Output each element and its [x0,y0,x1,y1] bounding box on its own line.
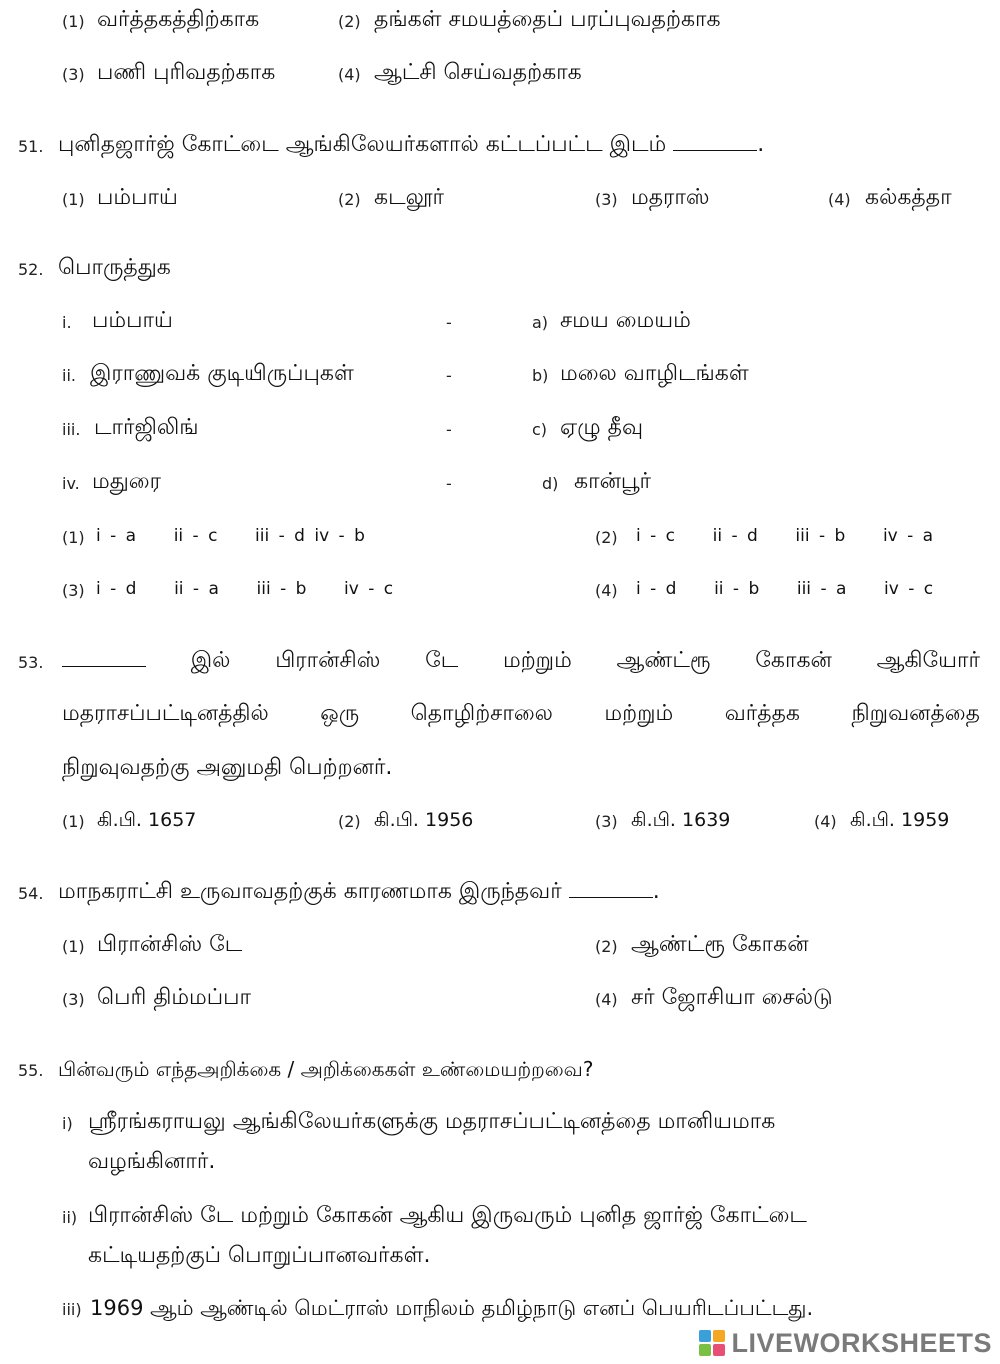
q54-text [58,878,660,906]
answer-blank[interactable] [569,879,653,898]
q55-text: பின்வரும் எந்தஅறிக்கை / அறிக்கைகள் உண்மையற்றவை? [58,1057,594,1081]
q52-left-4-text: மதுரை [92,469,161,494]
q52-code-4-number: (4) [595,581,618,600]
q53-line-1 [62,647,980,675]
q52-right-1-text: சமய மையம் [560,308,691,333]
q53-word: ஆகியோர் [876,648,980,673]
q53-option-2-number: (2) [338,812,361,831]
q52-left-2-number: ii. [62,366,76,385]
q52-left-3-text: டார்ஜிலிங் [94,415,199,440]
q53-option-3-text: கி.பி. 1639 [631,809,731,831]
q55-statement-2-number: ii) [62,1208,78,1227]
q52-code-3-number: (3) [62,581,85,600]
q53-word: மதராசப்பட்டினத்தில் [62,701,269,726]
q52-left-3-number: iii. [62,420,81,439]
logo-tile [713,1344,725,1356]
q52-dash-2: - [446,366,452,385]
q52-right-4-text: கான்பூர் [574,469,651,494]
liveworksheets-brand: LIVEWORKSHEETS [731,1327,992,1358]
q52-left-4-number: iv. [62,474,80,493]
q53-option-4-number: (4) [814,812,837,831]
q50-option-1-number: (1) [62,12,85,31]
q50-option-1-text: வர்த்தகத்திற்காக [97,7,260,32]
logo-tile [713,1330,725,1342]
q54-text-content: மாநகராட்சி உருவாவதற்குக் காரணமாக இருந்தவர் [58,879,562,904]
q54-option-4-number: (4) [595,990,618,1009]
q53-word: நிறுவனத்தை [851,701,980,726]
q52-code-1-number: (1) [62,528,85,547]
q51-end: . [757,132,765,157]
q55-statement-2-line-2: கட்டியதற்குப் பொறுப்பானவர்கள். [88,1243,431,1268]
q53-word: ஒரு [320,701,360,726]
q55-statement-1-line-2: வழங்கினார். [88,1149,216,1174]
q55-statement-1-number: i) [62,1114,73,1133]
q54-option-3-text: பெரி திம்மப்பா [97,985,251,1010]
q53-option-4-text: கி.பி. 1959 [850,809,950,831]
q52-dash-4: - [446,474,452,493]
q53-word: டே [425,648,459,673]
q52-code-2-number: (2) [595,528,618,547]
q51-text-content: புனிதஜார்ஜ் கோட்டை ஆங்கிலேயர்களால் கட்டப்பட்ட இடம் [58,132,667,157]
q51-option-2-number: (2) [338,190,361,209]
q54-option-3-number: (3) [62,990,85,1009]
q52-dash-3: - [446,420,452,439]
q53-option-2-text: கி.பி. 1956 [374,809,474,831]
q52-right-1-number: a) [532,313,549,332]
q53-option-1-text: கி.பி. 1657 [97,809,197,831]
q54-option-2-text: ஆண்ட்ரூ கோகன் [631,932,809,957]
q53-word: கோகன் [755,648,832,673]
q50-option-3-text: பணி புரிவதற்காக [97,60,276,85]
q50-option-4-text: ஆட்சி செய்வதற்காக [374,60,582,85]
q52-code-3-text: i - d ii - a iii - b iv - c [96,579,394,599]
q55-statement-3-line-1: 1969 ஆம் ஆண்டில் மெட்ராஸ் மாநிலம் தமிழ்நாடு எனப் பெயரிடப்பட்டது. [90,1296,814,1320]
q54-option-1-number: (1) [62,937,85,956]
q53-word: பிரான்சிஸ் [275,648,381,673]
q55-statement-2-line-1: பிரான்சிஸ் டே மற்றும் கோகன் ஆகிய இருவரும் புனித ஜார்ஜ் கோட்டை [88,1203,807,1228]
q51-option-3-number: (3) [595,190,618,209]
q54-end: . [652,879,660,904]
q54-number: 54. [18,884,44,903]
q52-left-2-text: இராணுவக் குடியிருப்புகள் [90,361,354,386]
liveworksheets-watermark [699,1326,992,1360]
q52-code-4-text: i - d ii - b iii - a iv - c [636,579,934,599]
q53-line-3: நிறுவுவதற்கு அனுமதி பெற்றனர். [62,755,393,780]
q53-word: வர்த்தக [724,701,800,726]
q52-right-2-text: மலை வாழிடங்கள் [560,361,749,386]
q50-option-4-number: (4) [338,65,361,84]
q51-number: 51. [18,137,44,156]
answer-blank[interactable] [673,132,757,151]
q55-statement-3-number: iii) [62,1300,82,1319]
q54-option-2-number: (2) [595,937,618,956]
q51-option-4-number: (4) [828,190,851,209]
q50-option-2-number: (2) [338,12,361,31]
q51-option-1-number: (1) [62,190,85,209]
q53-word: தொழிற்சாலை [410,701,553,726]
q51-text [58,131,764,159]
q52-left-1-number: i. [62,313,72,332]
q51-option-4-text: கல்கத்தா [865,185,952,210]
q50-option-3-number: (3) [62,65,85,84]
q53-line-2 [62,700,980,728]
q52-right-3-text: ஏழு தீவு [560,415,644,440]
q52-text: பொருத்துக [58,255,171,280]
logo-tile [699,1330,711,1342]
q53-number: 53. [18,653,44,672]
q54-option-1-text: பிரான்சிஸ் டே [97,932,243,957]
q52-code-2-text: i - c ii - d iii - b iv - a [636,526,934,546]
liveworksheets-logo-icon [699,1330,725,1356]
q52-right-3-number: c) [532,420,548,439]
q52-number: 52. [18,260,44,279]
q52-left-1-text: பம்பாய் [92,308,173,333]
q55-number: 55. [18,1061,44,1080]
q52-right-2-number: b) [532,366,549,385]
q52-dash-1: - [446,313,452,332]
logo-tile [699,1344,711,1356]
answer-blank[interactable] [62,648,146,667]
q53-word: மற்றும் [503,648,572,673]
q53-word: மற்றும் [604,701,674,726]
q54-option-4-text: சர் ஜோசியா சைல்டு [631,985,833,1010]
q50-option-2-text: தங்கள் சமயத்தைப் பரப்புவதற்காக [374,7,721,32]
q53-word: ஆண்ட்ரூ [616,648,711,673]
q55-statement-1-line-1: ஸ்ரீரங்கராயலு ஆங்கிலேயர்களுக்கு மதராசப்பட்டினத்தை மானியமாக [88,1109,776,1134]
q52-right-4-number: d) [542,474,559,493]
q52-code-1-text: i - a ii - c iii - d iv - b [96,526,365,546]
q53-option-3-number: (3) [595,812,618,831]
q53-word: இல் [190,648,231,673]
q51-option-3-text: மதராஸ் [631,185,710,210]
q53-option-1-number: (1) [62,812,85,831]
q51-option-2-text: கடலூர் [374,185,444,210]
q51-option-1-text: பம்பாய் [97,185,178,210]
